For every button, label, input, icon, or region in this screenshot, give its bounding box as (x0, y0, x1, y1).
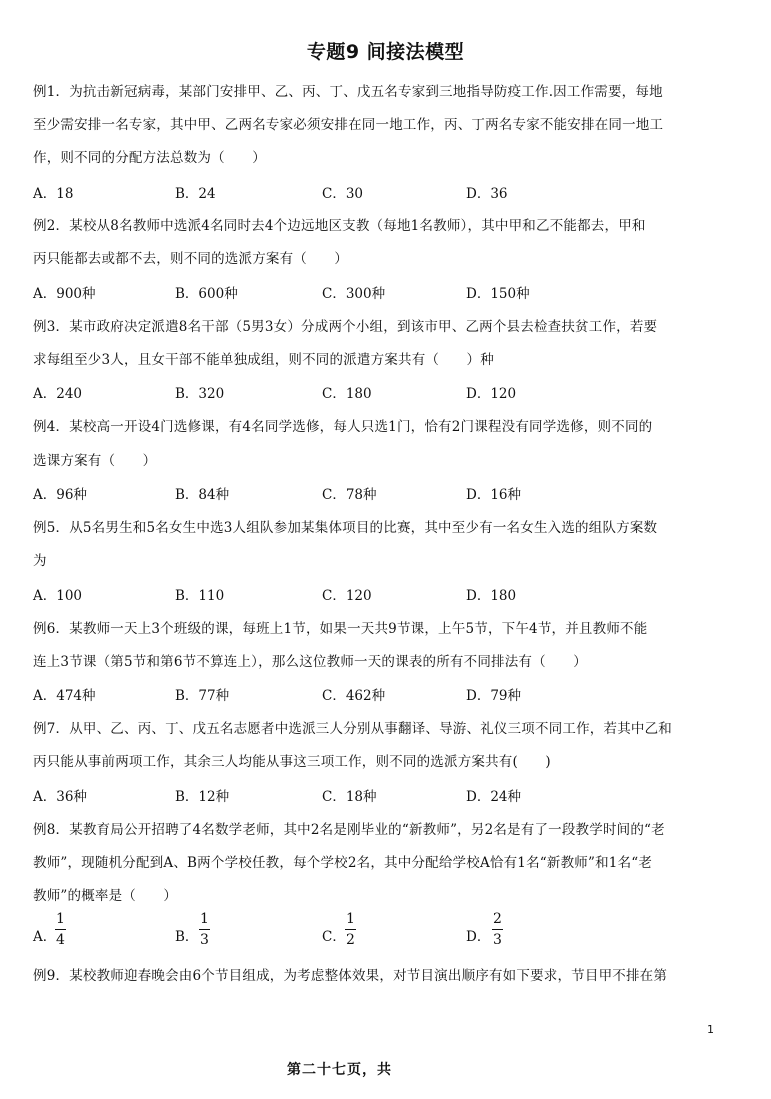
question-6-line-1: 例6．某教师一天上3个班级的课，每班上1节，如果一天共9节课，上午5节，下午4节，并且教师不能 (33, 621, 648, 637)
q8-option-c-denominator: 2 (346, 932, 355, 948)
q8-option-b-letter: B． (175, 929, 199, 945)
q3-option-b: B．320 (175, 386, 225, 402)
q8-option-b-denominator: 3 (200, 932, 209, 948)
q5-option-a: A．100 (33, 588, 83, 604)
q8-option-a-numerator: 1 (55, 912, 66, 930)
q8-option-a-denominator: 4 (56, 932, 65, 948)
q3-option-a: A．240 (33, 386, 83, 402)
q2-option-d: D．150种 (466, 286, 530, 302)
q8-option-c-numerator: 1 (345, 912, 356, 930)
q2-option-c: C．300种 (322, 286, 386, 302)
q5-option-d: D．180 (466, 588, 517, 604)
question-9-line-1: 例9．某校教师迎春晚会由6个节目组成，为考虑整体效果，对节目演出顺序有如下要求，节目甲不排在第 (33, 968, 668, 984)
page-title: 专题9 间接法模型 (306, 41, 465, 63)
q8-option-d-numerator: 2 (492, 912, 503, 930)
q8-option-c-letter: C． (322, 929, 346, 945)
q8-option-a-fraction (55, 912, 66, 947)
question-2-line-2: 丙只能都去或都不去，则不同的选派方案有（ ） (33, 251, 349, 267)
q6-option-a: A．474种 (33, 688, 96, 704)
q8-option-d-denominator: 3 (493, 932, 502, 948)
question-1-line-2: 至少需安排一名专家，其中甲、乙两名专家必须安排在同一地工作，丙、丁两名专家不能安排在同一地工 (33, 117, 664, 133)
q7-option-a: A．36种 (33, 789, 87, 805)
q3-option-c: C．180 (322, 386, 372, 402)
q8-option-d-letter: D． (466, 929, 491, 945)
question-3-line-2: 求每组至少3人，且女干部不能单独成组，则不同的派遣方案共有（ ）种 (33, 352, 494, 368)
page-number: 1 (707, 1023, 714, 1036)
q1-option-c: C．30 (322, 186, 364, 202)
q7-option-c: C．18种 (322, 789, 377, 805)
question-6-line-2: 连上3节课（第5节和第6节不算连上），那么这位教师一天的课表的所有不同排法有（ ） (33, 654, 587, 670)
question-8-line-2: 教师”，现随机分配到A、B两个学校任教，每个学校2名，其中分配给学校A恰有1名“新教师”和1名“老 (33, 855, 653, 871)
q1-option-a: A．18 (33, 186, 74, 202)
q2-option-a: A．900种 (33, 286, 96, 302)
q8-option-d-fraction (492, 912, 503, 947)
q2-option-b: B．600种 (175, 286, 238, 302)
q8-option-b-fraction (199, 912, 210, 947)
q4-option-c: C．78种 (322, 487, 377, 503)
q4-option-d: D．16种 (466, 487, 522, 503)
q4-option-a: A．96种 (33, 487, 87, 503)
question-5-line-1: 例5．从5名男生和5名女生中选3人组队参加某集体项目的比赛，其中至少有一名女生入选的组队方案数 (33, 520, 658, 536)
question-8-line-1: 例8．某教育局公开招聘了4名数学老师，其中2名是刚毕业的“新教师”，另2名是有了一段教学时间的“老 (33, 822, 665, 838)
q4-option-b: B．84种 (175, 487, 230, 503)
question-2-line-1: 例2．某校从8名教师中选派4名同时去4个边远地区支教（每地1名教师），其中甲和乙不能都去，甲和 (33, 218, 646, 234)
page-footer: 第二十七页，共 (287, 1062, 392, 1078)
q7-option-b: B．12种 (175, 789, 230, 805)
q7-option-d: D．24种 (466, 789, 522, 805)
footer-smudge (394, 1058, 436, 1078)
q5-option-b: B．110 (175, 588, 225, 604)
question-4-line-1: 例4．某校高一开设4门选修课，有4名同学选修，每人只选1门，恰有2门课程没有同学选修，则不同的 (33, 419, 653, 435)
q8-option-c-fraction (345, 912, 356, 947)
question-1-line-3: 作，则不同的分配方法总数为（ ） (33, 150, 266, 166)
question-8-line-3: 教师”的概率是（ ） (33, 888, 178, 904)
question-5-line-2: 为 (33, 553, 47, 569)
question-3-line-1: 例3．某市政府决定派遣8名干部（5男3女）分成两个小组，到该市甲、乙两个县去检查扶贫工作，若要 (33, 319, 658, 335)
q5-option-c: C．120 (322, 588, 372, 604)
q3-option-d: D．120 (466, 386, 517, 402)
q1-option-b: B．24 (175, 186, 216, 202)
q6-option-c: C．462种 (322, 688, 386, 704)
q6-option-d: D．79种 (466, 688, 522, 704)
q8-option-a-letter: A． (33, 929, 57, 945)
q6-option-b: B．77种 (175, 688, 230, 704)
question-7-line-1: 例7．从甲、乙、丙、丁、戊五名志愿者中选派三人分别从事翻译、导游、礼仪三项不同工作，若其中乙和 (33, 721, 672, 737)
question-1-line-1: 例1．为抗击新冠病毒，某部门安排甲、乙、丙、丁、戊五名专家到三地指导防疫工作.因工作需要，每地 (33, 84, 663, 100)
question-4-line-2: 选课方案有（ ） (33, 453, 157, 469)
q8-option-b-numerator: 1 (199, 912, 210, 930)
q1-option-d: D．36 (466, 186, 508, 202)
question-7-line-2: 丙只能从事前两项工作，其余三人均能从事这三项工作，则不同的选派方案共有( ) (33, 754, 551, 770)
